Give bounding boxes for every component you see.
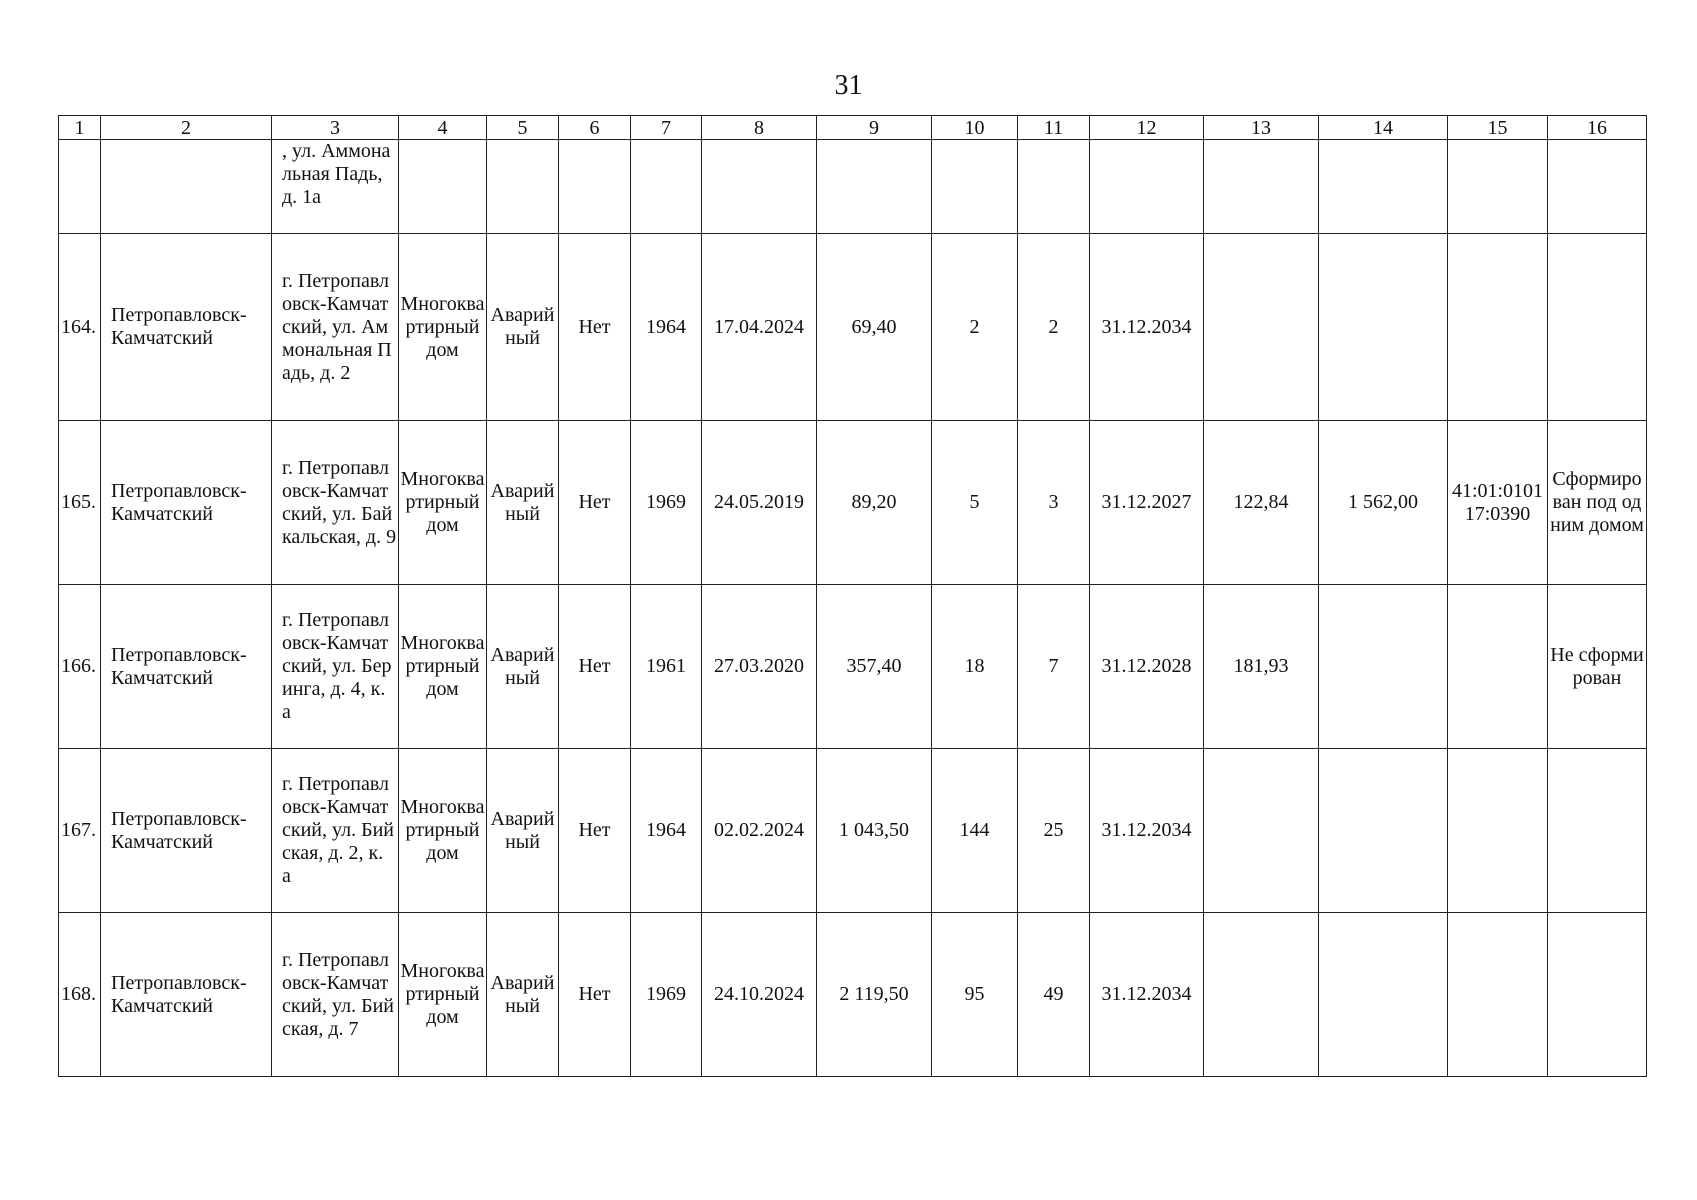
- column-header: 12: [1090, 116, 1204, 140]
- table-row: [59, 234, 1647, 421]
- column-header: 4: [399, 116, 487, 140]
- column-header: 14: [1319, 116, 1448, 140]
- units-cell: 49: [1018, 913, 1090, 1077]
- units-cell: 25: [1018, 749, 1090, 913]
- cell: [1204, 140, 1319, 234]
- row-number-cell: 165.: [59, 421, 101, 585]
- col16-cell: [1548, 913, 1647, 1077]
- page-number: 31: [834, 70, 863, 101]
- municipality-cell: Петропавловск-Камчатский: [101, 421, 272, 585]
- year-cell: 1969: [631, 913, 702, 1077]
- residents-cell: 5: [932, 421, 1018, 585]
- row-number-cell: 164.: [59, 234, 101, 421]
- cell: [631, 140, 702, 234]
- col14-cell: [1319, 234, 1448, 421]
- status-cell: Аварийный: [487, 421, 559, 585]
- column-header: 11: [1018, 116, 1090, 140]
- municipality-cell: Петропавловск-Камчатский: [101, 585, 272, 749]
- residents-cell: 144: [932, 749, 1018, 913]
- municipality-cell: Петропавловск-Камчатский: [101, 913, 272, 1077]
- deadline-cell: 31.12.2034: [1090, 234, 1204, 421]
- cell: [1090, 140, 1204, 234]
- column-header: 2: [101, 116, 272, 140]
- flag-cell: Нет: [559, 585, 631, 749]
- cell: [932, 140, 1018, 234]
- table-row: [59, 421, 1647, 585]
- flag-cell: Нет: [559, 421, 631, 585]
- column-header: 15: [1448, 116, 1548, 140]
- date-cell: 27.03.2020: [702, 585, 817, 749]
- column-header: 5: [487, 116, 559, 140]
- building-type-cell: Многоквартирный дом: [399, 234, 487, 421]
- column-header: 7: [631, 116, 702, 140]
- cell: [1018, 140, 1090, 234]
- column-header: 13: [1204, 116, 1319, 140]
- row-number-cell: 167.: [59, 749, 101, 913]
- col16-cell: Сформирован под одним домом: [1548, 421, 1647, 585]
- address-cell: г. Петропавловск-Камчатский, ул. Бийская, д. 2, к. а: [272, 749, 399, 913]
- header-row: [59, 116, 1647, 140]
- area-cell: 357,40: [817, 585, 932, 749]
- units-cell: 3: [1018, 421, 1090, 585]
- area-cell: 69,40: [817, 234, 932, 421]
- table-row: [59, 585, 1647, 749]
- building-type-cell: Многоквартирный дом: [399, 585, 487, 749]
- cell: [702, 140, 817, 234]
- flag-cell: Нет: [559, 234, 631, 421]
- status-cell: Аварийный: [487, 913, 559, 1077]
- col15-cell: [1448, 234, 1548, 421]
- col13-cell: 122,84: [1204, 421, 1319, 585]
- units-cell: 2: [1018, 234, 1090, 421]
- units-cell: 7: [1018, 585, 1090, 749]
- col14-cell: [1319, 749, 1448, 913]
- deadline-cell: 31.12.2028: [1090, 585, 1204, 749]
- col13-cell: [1204, 234, 1319, 421]
- cell: [487, 140, 559, 234]
- area-cell: 89,20: [817, 421, 932, 585]
- col15-cell: 41:01:010117:0390: [1448, 421, 1548, 585]
- cell: [1448, 140, 1548, 234]
- table-row: [59, 913, 1647, 1077]
- cell: [817, 140, 932, 234]
- column-header: 8: [702, 116, 817, 140]
- cell: [559, 140, 631, 234]
- cell: [1548, 140, 1647, 234]
- flag-cell: Нет: [559, 913, 631, 1077]
- column-header: 6: [559, 116, 631, 140]
- row-number-cell: 168.: [59, 913, 101, 1077]
- municipality-cell: Петропавловск-Камчатский: [101, 749, 272, 913]
- deadline-cell: 31.12.2034: [1090, 749, 1204, 913]
- year-cell: 1961: [631, 585, 702, 749]
- address-cell: г. Петропавловск-Камчатский, ул. Байкальская, д. 9: [272, 421, 399, 585]
- date-cell: 24.05.2019: [702, 421, 817, 585]
- address-cell: , ул. Аммональная Падь, д. 1а: [272, 140, 399, 234]
- column-header: 1: [59, 116, 101, 140]
- residents-cell: 2: [932, 234, 1018, 421]
- housing-table: [58, 115, 1647, 1077]
- table-row: [59, 749, 1647, 913]
- deadline-cell: 31.12.2027: [1090, 421, 1204, 585]
- date-cell: 24.10.2024: [702, 913, 817, 1077]
- col13-cell: [1204, 913, 1319, 1077]
- col16-cell: Не сформирован: [1548, 585, 1647, 749]
- col14-cell: 1 562,00: [1319, 421, 1448, 585]
- cell: [59, 140, 101, 234]
- col14-cell: [1319, 913, 1448, 1077]
- year-cell: 1969: [631, 421, 702, 585]
- col15-cell: [1448, 913, 1548, 1077]
- deadline-cell: 31.12.2034: [1090, 913, 1204, 1077]
- col13-cell: 181,93: [1204, 585, 1319, 749]
- area-cell: 1 043,50: [817, 749, 932, 913]
- continuation-row: [59, 140, 1647, 234]
- area-cell: 2 119,50: [817, 913, 932, 1077]
- col16-cell: [1548, 749, 1647, 913]
- column-header: 10: [932, 116, 1018, 140]
- column-header: 16: [1548, 116, 1647, 140]
- address-cell: г. Петропавловск-Камчатский, ул. Аммональная Падь, д. 2: [272, 234, 399, 421]
- address-cell: г. Петропавловск-Камчатский, ул. Беринга, д. 4, к. а: [272, 585, 399, 749]
- year-cell: 1964: [631, 234, 702, 421]
- address-cell: г. Петропавловск-Камчатский, ул. Бийская, д. 7: [272, 913, 399, 1077]
- status-cell: Аварийный: [487, 585, 559, 749]
- col15-cell: [1448, 585, 1548, 749]
- cell: [1319, 140, 1448, 234]
- year-cell: 1964: [631, 749, 702, 913]
- column-header: 9: [817, 116, 932, 140]
- cell: [101, 140, 272, 234]
- col16-cell: [1548, 234, 1647, 421]
- residents-cell: 18: [932, 585, 1018, 749]
- building-type-cell: Многоквартирный дом: [399, 749, 487, 913]
- status-cell: Аварийный: [487, 234, 559, 421]
- column-header: 3: [272, 116, 399, 140]
- residents-cell: 95: [932, 913, 1018, 1077]
- building-type-cell: Многоквартирный дом: [399, 913, 487, 1077]
- col15-cell: [1448, 749, 1548, 913]
- municipality-cell: Петропавловск-Камчатский: [101, 234, 272, 421]
- cell: [399, 140, 487, 234]
- row-number-cell: 166.: [59, 585, 101, 749]
- col13-cell: [1204, 749, 1319, 913]
- building-type-cell: Многоквартирный дом: [399, 421, 487, 585]
- col14-cell: [1319, 585, 1448, 749]
- flag-cell: Нет: [559, 749, 631, 913]
- status-cell: Аварийный: [487, 749, 559, 913]
- date-cell: 17.04.2024: [702, 234, 817, 421]
- date-cell: 02.02.2024: [702, 749, 817, 913]
